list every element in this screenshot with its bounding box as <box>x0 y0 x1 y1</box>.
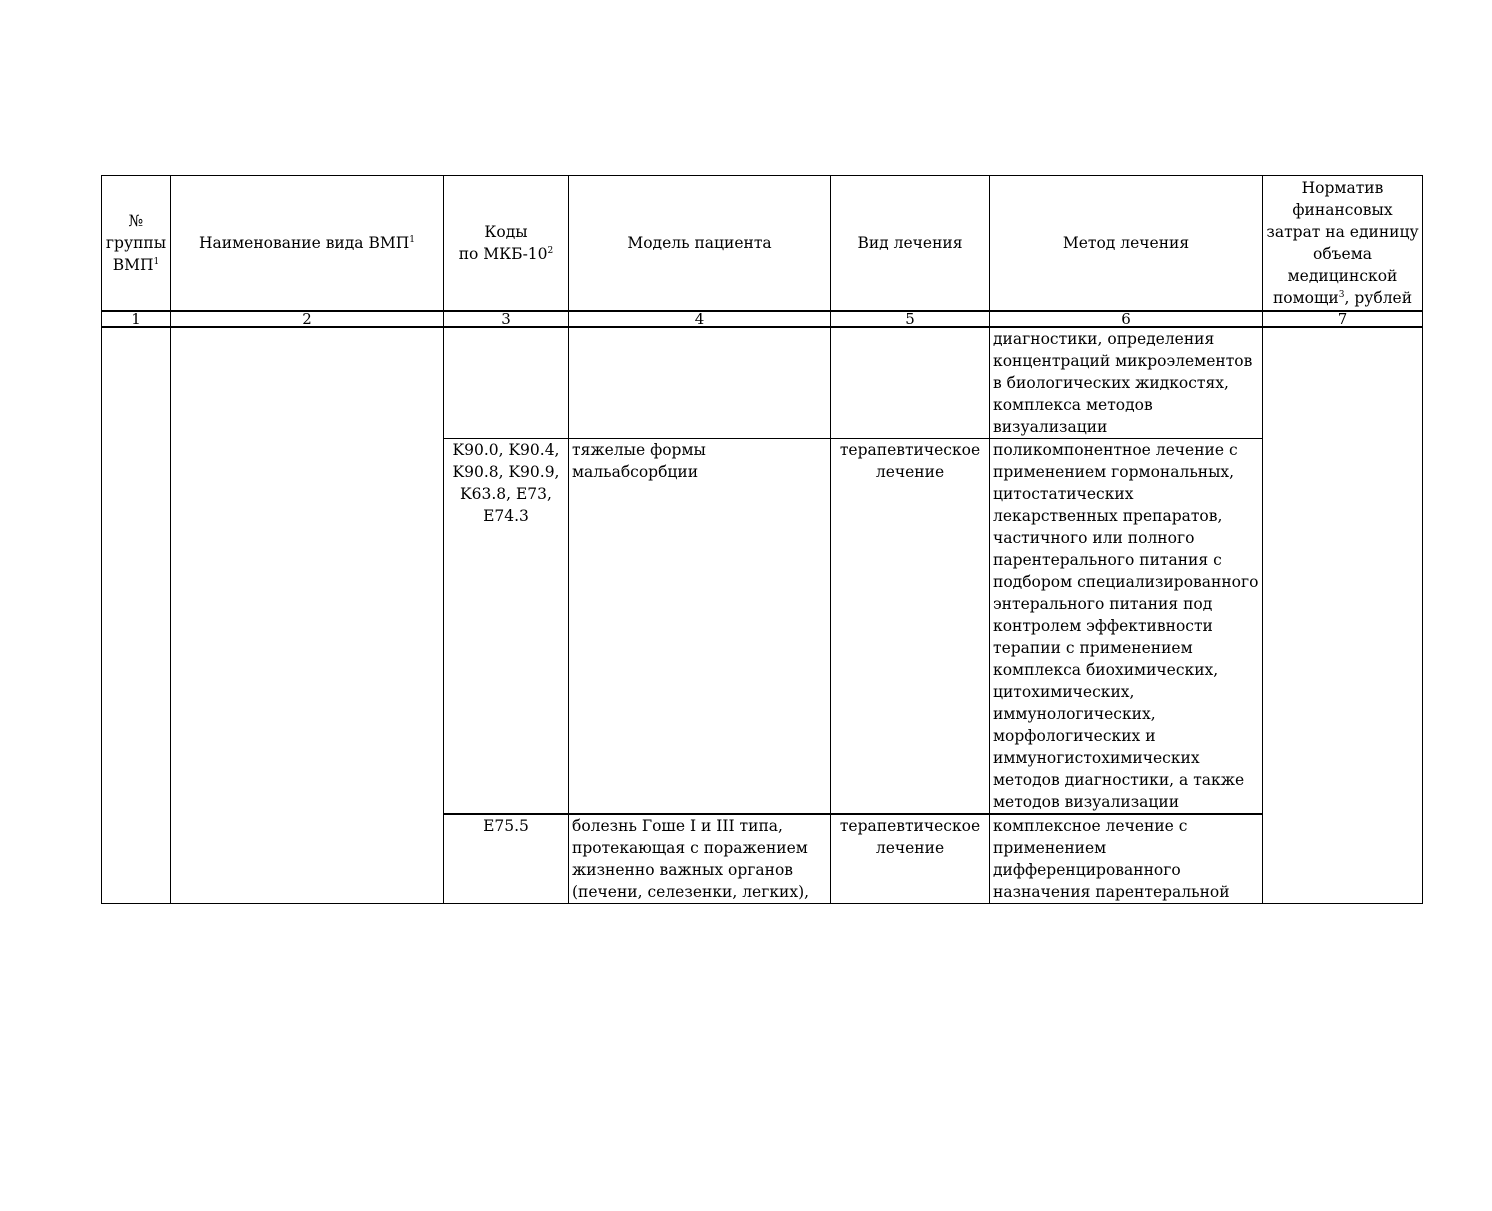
column-number: 3 <box>444 311 569 327</box>
treatment-type-cell: терапевтическое лечение <box>831 439 990 815</box>
model-cell <box>569 327 831 439</box>
vmp-table <box>101 175 1423 904</box>
column-number: 7 <box>1263 311 1423 327</box>
method-cell: диагностики, определения концентраций микроэлементов в биологических жидкостях, комплекса методов визуализации <box>990 327 1263 439</box>
header-treatment-type: Вид лечения <box>831 176 990 312</box>
column-number: 5 <box>831 311 990 327</box>
header-icd-codes: Коды по МКБ-$10^2$ <box>444 176 569 312</box>
column-number: 4 <box>569 311 831 327</box>
header-vmp-name: Наименование вида ВМП$^1$ <box>171 176 444 312</box>
model-cell: болезнь Гоше I и III типа, протекающая с поражением жизненно важных органов (печени, селезенки, легких), <box>569 814 831 904</box>
header-treatment-method: Метод лечения <box>990 176 1263 312</box>
method-cell: комплексное лечение с применением дифференцированного назначения парентеральной <box>990 814 1263 904</box>
codes-cell: E75.5 <box>444 814 569 904</box>
codes-cell: K90.0, K90.4, K90.8, K90.9, K63.8, E73, E74.3 <box>444 439 569 815</box>
column-number: 2 <box>171 311 444 327</box>
group-number-cell <box>102 327 171 904</box>
header-patient-model: Модель пациента <box>569 176 831 312</box>
model-cell: тяжелые формы мальабсорбции <box>569 439 831 815</box>
header-cost-norm: Норматив финансовых затрат на единицу объема медицинской помощи$^3$, рублей <box>1263 176 1423 312</box>
column-number: 6 <box>990 311 1263 327</box>
column-number-row <box>102 311 1423 327</box>
table-header-row <box>102 176 1423 312</box>
treatment-type-cell <box>831 327 990 439</box>
cost-norm-cell <box>1263 327 1423 904</box>
method-cell: поликомпонентное лечение с применением гормональных, цитостатических лекарственных препаратов, частичного или полного парентерального питания с подбором специализированного энтерального питания под контролем эффективности терапии с применением комплекса биохимических, цитохимических, иммунологических, морфологических и иммуногистохимических методов диагностики, а также методов визуализации <box>990 439 1263 815</box>
header-group-number: № группы ВМП$^1$ <box>102 176 171 312</box>
column-number: 1 <box>102 311 171 327</box>
vmp-name-cell <box>171 327 444 904</box>
treatment-type-cell: терапевтическое лечение <box>831 814 990 904</box>
codes-cell <box>444 327 569 439</box>
table-row <box>102 327 1423 439</box>
